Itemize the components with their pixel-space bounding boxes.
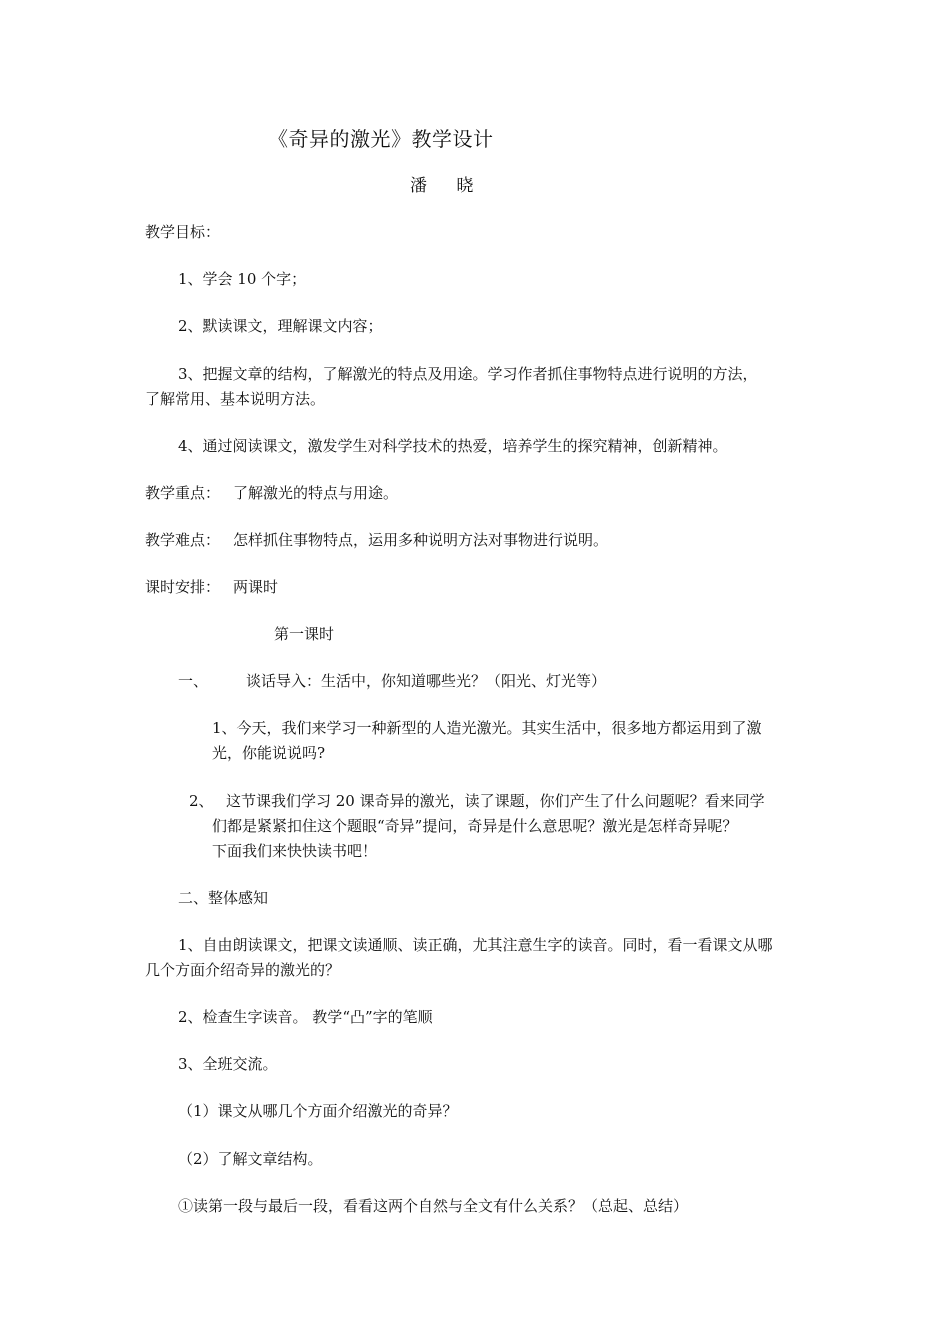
objective-item-1: 1、学会 10 个字； (178, 270, 307, 288)
section2-sub2-a: ①读第一段与最后一段，看看这两个自然与全文有什么关系？（总起、总结） (178, 1197, 689, 1215)
section2-heading: 二、整体感知 (178, 889, 269, 907)
section1-item2-line-3: 下面我们来快快读书吧！ (212, 842, 378, 860)
objective-item-4: 4、通过阅读课文，激发学生对科学技术的热爱，培养学生的探究精神，创新精神。 (178, 437, 728, 455)
section2-sub2: （2）了解文章结构。 (178, 1150, 323, 1168)
objectives-heading: 教学目标： (145, 223, 221, 241)
lesson-heading: 第一课时 (274, 625, 335, 643)
schedule-label: 课时安排： (145, 578, 221, 596)
key-point-text: 了解激光的特点与用途。 (233, 484, 399, 502)
objective-item-3-line-1: 3、把握文章的结构，了解激光的特点及用途。学习作者抓住事物特点进行说明的方法， (178, 365, 758, 383)
section1-text: 谈话导入：生活中，你知道哪些光？（阳光、灯光等） (246, 672, 607, 690)
section1-number: 一、 (178, 672, 209, 690)
difficulty-text: 怎样抓住事物特点，运用多种说明方法对事物进行说明。 (233, 531, 609, 549)
section1-item2-line-2: 们都是紧紧扣住这个题眼“奇异”提问，奇异是什么意思呢？激光是怎样奇异呢？ (212, 817, 738, 835)
schedule-text: 两课时 (233, 578, 279, 596)
section2-item1-line-1: 1、自由朗读课文，把课文读通顺、读正确，尤其注意生字的读音。同时，看一看课文从哪 (178, 936, 773, 954)
section1-item2-line-1: 这节课我们学习 20 课奇异的激光，读了课题，你们产生了什么问题呢？看来同学 (226, 792, 765, 810)
section1-item1-line-1: 1、今天，我们来学习一种新型的人造光激光。其实生活中，很多地方都运用到了激 (212, 719, 762, 737)
objective-item-3-line-2: 了解常用、基本说明方法。 (145, 390, 326, 408)
section1-item1-line-2: 光，你能说说吗? (212, 744, 326, 762)
section2-item2: 2、检查生字读音。 教学“凸”字的笔顺 (178, 1008, 433, 1026)
objective-item-2: 2、默读课文，理解课文内容； (178, 317, 383, 335)
section2-sub1: （1）课文从哪几个方面介绍激光的奇异？ (178, 1102, 458, 1120)
section2-item1-line-2: 几个方面介绍奇异的激光的？ (145, 961, 341, 979)
document-title: 《奇异的激光》教学设计 (268, 127, 494, 151)
section2-item3: 3、全班交流。 (178, 1055, 278, 1073)
section1-item2-number: 2、 (189, 792, 214, 810)
key-point-label: 教学重点： (145, 484, 221, 502)
difficulty-label: 教学难点： (145, 531, 221, 549)
author-name: 潘 晓 (410, 176, 486, 196)
